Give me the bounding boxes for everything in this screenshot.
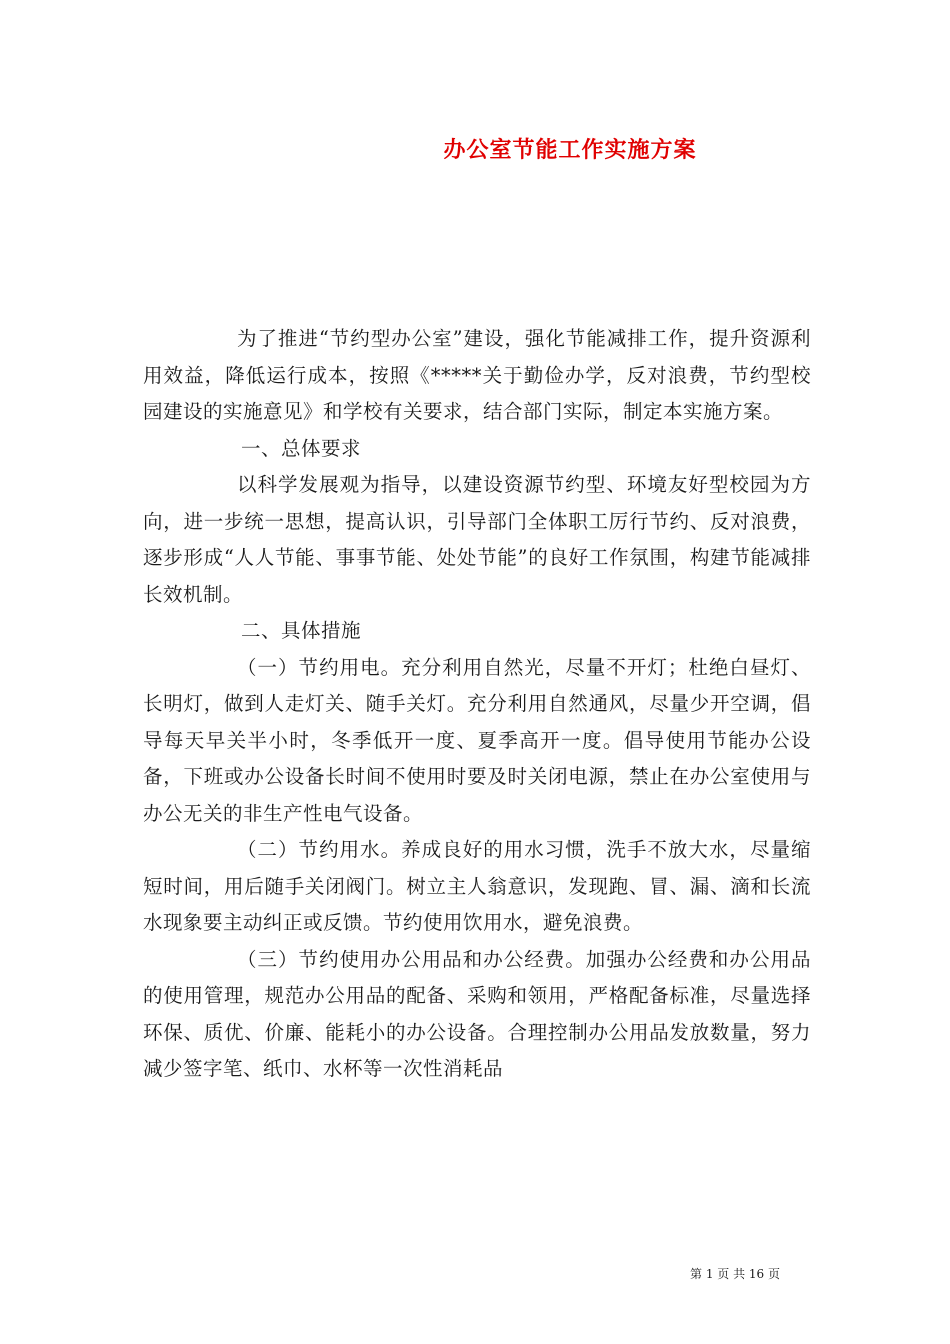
measure-electricity-paragraph: （一）节约用电。充分利用自然光，尽量不开灯；杜绝白昼灯、长明灯，做到人走灯关、随手关灯。充分利用自然通风，尽量少开空调，倡导每天早关半小时，冬季低开一度、夏季高开一度。倡导使用节能办公设备，下班或办公设备长时间不使用时要及时关闭电源，禁止在办公室使用与办公无关的非生产性电气设备。 <box>143 655 811 825</box>
measure-water-paragraph: （二）节约用水。养成良好的用水习惯，洗手不放大水，尽量缩短时间，用后随手关闭阀门。树立主人翁意识，发现跑、冒、漏、滴和长流水现象要主动纠正或反馈。节约使用饮用水，避免浪费。 <box>143 838 811 934</box>
section-heading-measures: 二、具体措施 <box>241 619 362 642</box>
general-requirements-paragraph: 以科学发展观为指导，以建设资源节约型、环境友好型校园为方向，进一步统一思想，提高认识，引导部门全体职工厉行节约、反对浪费，逐步形成“人人节能、事事节能、处处节能”的良好工作氛围，构建节能减排长效机制。 <box>143 473 811 606</box>
measure-office-supplies-paragraph: （三）节约使用办公用品和办公经费。加强办公经费和办公用品的使用管理，规范办公用品的配备、采购和领用，严格配备标准，尽量选择环保、质优、价廉、能耗小的办公设备。合理控制办公用品发放数量，努力减少签字笔、纸巾、水杯等一次性消耗品 <box>143 947 811 1080</box>
page-number-footer: 第 1 页 共 16 页 <box>690 1267 780 1281</box>
section-heading-general: 一、总体要求 <box>241 436 362 460</box>
intro-paragraph: 为了推进“节约型办公室”建设，强化节能减排工作，提升资源利用效益，降低运行成本，按照《*****关于勤俭办学，反对浪费，节约型校园建设的实施意见》和学校有关要求，结合部门实际，制定本实施方案。 <box>143 327 811 423</box>
document-title: 办公室节能工作实施方案 <box>443 137 697 163</box>
document-body <box>143 321 811 1088</box>
